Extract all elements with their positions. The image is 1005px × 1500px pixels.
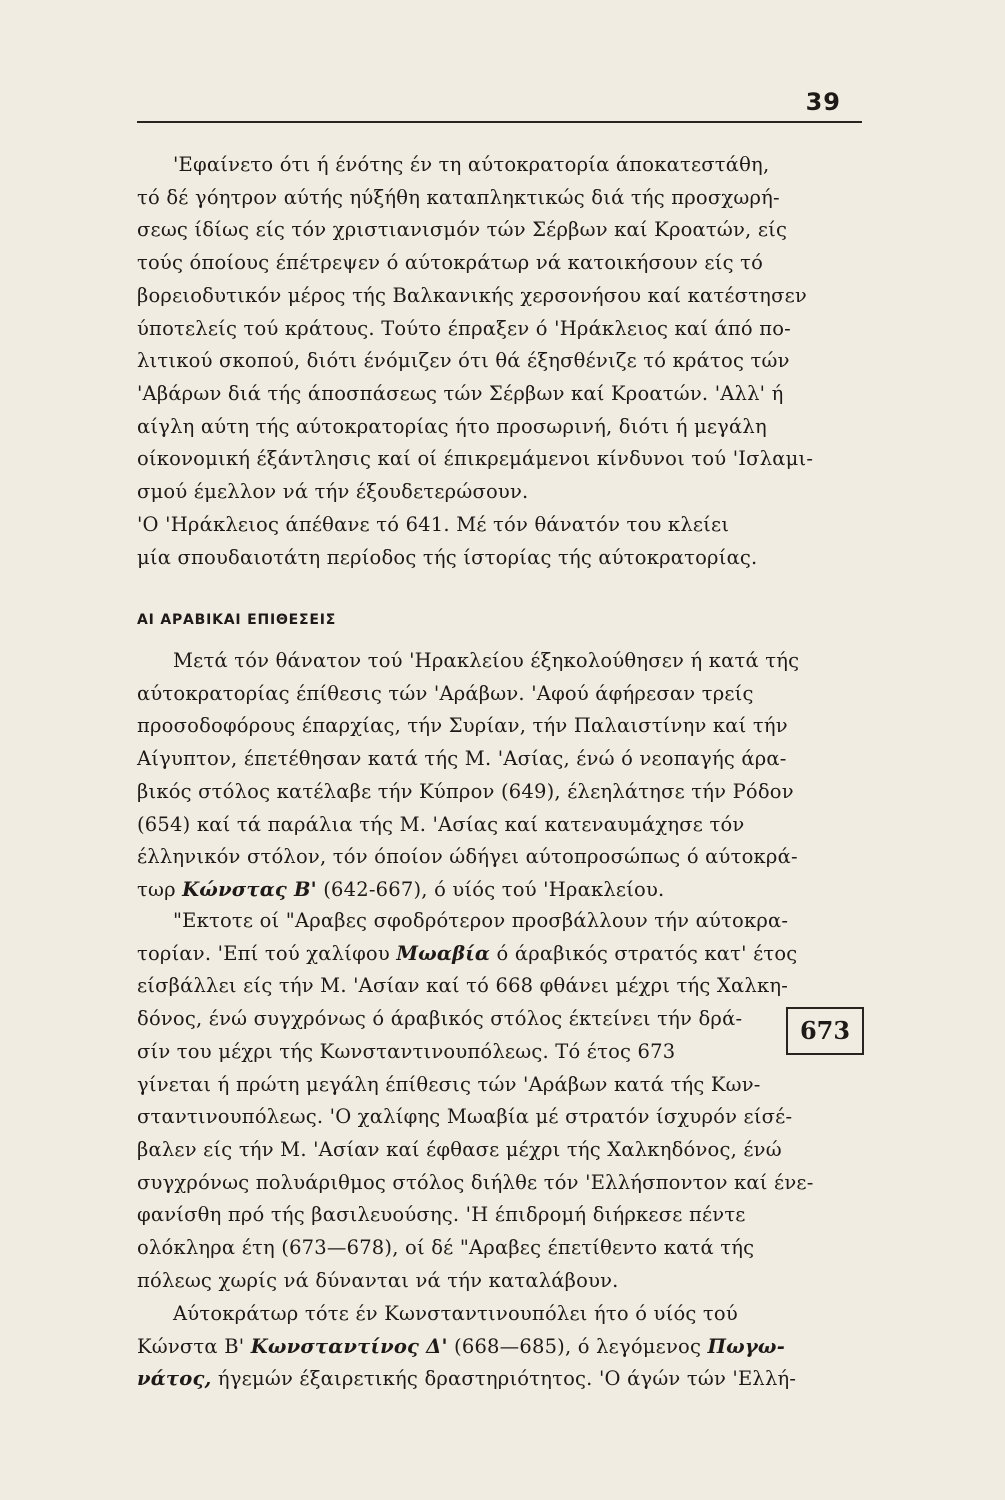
text-line: τούς όποίους έπέτρεψεν ό αύτοκράτωρ νά κατοικήσουν είς τό (137, 251, 764, 275)
text-line: σμού έμελλον νά τήν έξουδετερώσουν. (137, 480, 529, 504)
text-line (137, 1331, 865, 1364)
text-fragment: ό άραβικός στρατός κατ' έτος (490, 941, 798, 965)
text-line (137, 938, 865, 971)
margin-year-box: 673 (786, 1007, 864, 1055)
text-line: έλληνικόν στόλον, τόν όποίον ώδήγει αύτοπροσώπως ό αύτοκρά- (137, 845, 798, 869)
text-line: 'Αβάρων διά τής άποσπάσεως τών Σέρβων καί Κροατών. 'Αλλ' ή (137, 381, 784, 405)
text-line (137, 1363, 865, 1396)
paragraph-3 (137, 645, 865, 907)
text-line: βαλεν είς τήν Μ. 'Ασίαν καί έφθασε μέχρι τής Χαλκηδόνος, ένώ (137, 1137, 782, 1161)
text-fragment: τορίαν. 'Επί τού χαλίφου (137, 941, 397, 965)
text-line: συγχρόνως πολυάριθμος στόλος διήλθε τόν 'Ελλήσποντον καί ένε- (137, 1170, 814, 1194)
text-line: 'Εφαίνετο ότι ή ένότης έν τη αύτοκρατορία άποκατεστάθη, (173, 153, 770, 176)
text-fragment: Κώνστα Β' (137, 1334, 251, 1358)
paragraph-2 (137, 509, 865, 574)
text-line: σεως ίδίως είς τόν χριστιανισμόν τών Σέρβων καί Κροατών, είς (137, 218, 788, 242)
text-fragment: ήγεμών έξαιρετικής δραστηριότητος. 'Ο άγών τών 'Ελλή- (211, 1367, 797, 1391)
text-line: 'Ο 'Ηράκλειος άπέθανε τό 641. Μέ τόν θάνατόν του κλείει (137, 513, 730, 536)
text-fragment: (668—685), ό λεγόμενος (447, 1334, 708, 1358)
section-heading: ΑΙ ΑΡΑΒΙΚΑΙ ΕΠΙΘΕΣΕΙΣ (137, 612, 337, 628)
text-line: βορειοδυτικόν μέρος τής Βαλκανικής χερσονήσου καί κατέστησεν (137, 283, 807, 307)
text-line: βικός στόλος κατέλαβε τήν Κύπρον (649), έλεηλάτησε τήν Ρόδον (137, 779, 794, 803)
text-fragment: τωρ (137, 877, 183, 901)
text-line: ύποτελείς τού κράτους. Τούτο έπραξεν ό 'Ηράκλειος καί άπό πο- (137, 316, 791, 340)
text-line: "Εκτοτε οί "Αραβες σφοδρότερον προσβάλλουν τήν αύτοκρα- (173, 909, 789, 932)
text-line: δόνος, ένώ συγχρόνως ό άραβικός στόλος έκτείνει τήν δρά- (137, 1007, 743, 1031)
text-line: (654) καί τά παράλια τής Μ. 'Ασίας καί κατεναυμάχησε τόν (137, 812, 745, 836)
text-line: σταντινουπόλεως. 'Ο χαλίφης Μωαβία μέ στρατόν ίσχυρόν είσέ- (137, 1105, 793, 1129)
text-line: μία σπουδαιοτάτη περίοδος τής ίστορίας τής αύτοκρατορίας. (137, 545, 758, 569)
paragraph-1 (137, 149, 865, 509)
epithet: Πωγω- (707, 1334, 785, 1358)
epithet: νάτος, (137, 1367, 212, 1391)
page-number: 39 (805, 88, 841, 116)
text-line: Μετά τόν θάνατον τού 'Ηρακλείου έξηκολούθησεν ή κατά τής (173, 649, 800, 672)
text-line: προσοδοφόρους έπαρχίας, τήν Συρίαν, τήν Παλαιστίνην καί τήν (137, 714, 788, 738)
text-line: οίκονομική έξάντλησις καί οί έπικρεμάμενοι κίνδυνοι τού 'Ισλαμι- (137, 447, 814, 471)
text-line: τό δέ γόητρον αύτής ηύξήθη καταπληκτικώς διά τής προσχωρή- (137, 185, 780, 209)
emperor-name: Κώνστας Β' (182, 877, 317, 901)
text-line: σίν του μέχρι τής Κωνσταντινουπόλεως. Τό έτος 673 (137, 1039, 676, 1063)
text-line: Αύτοκράτωρ τότε έν Κωνσταντινουπόλει ήτο ό υίός τού (173, 1302, 738, 1325)
text-line: Αίγυπτον, έπετέθησαν κατά τής Μ. 'Ασίας, ένώ ό νεοπαγής άρα- (137, 747, 787, 771)
paragraph-5 (137, 1298, 865, 1396)
header-rule (137, 121, 862, 123)
text-line (137, 874, 865, 907)
text-line: λιτικού σκοπού, διότι ένόμιζεν ότι θά έξησθένιζε τό κράτος τών (137, 349, 790, 373)
text-line: φανίσθη πρό τής βασιλευούσης. 'Η έπιδρομή διήρκεσε πέντε (137, 1203, 746, 1227)
emperor-name: Κωνσταντίνος Δ' (250, 1334, 448, 1358)
text-line: αύτοκρατορίας έπίθεσις τών 'Αράβων. 'Αφού άφήρεσαν τρείς (137, 681, 754, 705)
caliph-name: Μωαβία (396, 941, 491, 965)
text-line: αίγλη αύτη τής αύτοκρατορίας ήτο προσωρινή, διότι ή μεγάλη (137, 414, 767, 438)
text-fragment: (642-667), ό υίός τού 'Ηρακλείου. (316, 877, 665, 901)
text-line: γίνεται ή πρώτη μεγάλη έπίθεσις τών 'Αράβων κατά τής Κων- (137, 1072, 761, 1096)
text-line: ολόκληρα έτη (673—678), οί δέ "Αραβες έπετίθεντο κατά τής (137, 1236, 755, 1260)
paragraph-4 (137, 905, 865, 1297)
text-line: είσβάλλει είς τήν Μ. 'Ασίαν καί τό 668 φθάνει μέχρι τής Χαλκη- (137, 974, 789, 998)
text-line: πόλεως χωρίς νά δύνανται νά τήν καταλάβουν. (137, 1268, 619, 1292)
